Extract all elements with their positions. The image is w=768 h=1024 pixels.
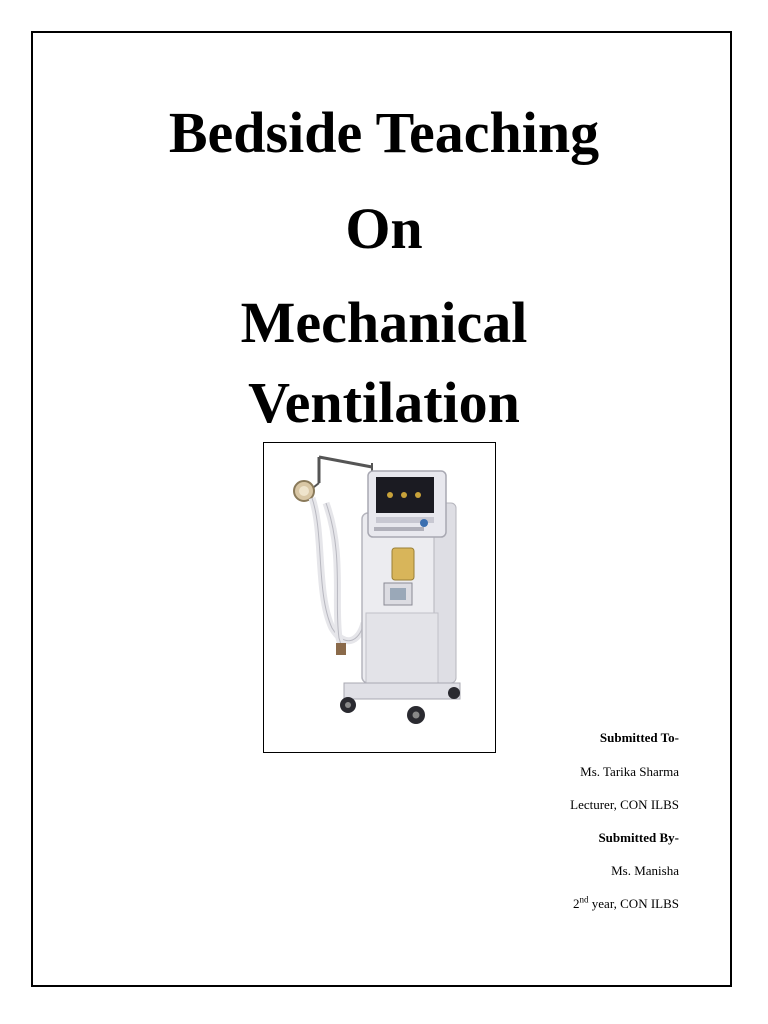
ventilator-image: [264, 443, 495, 752]
submitted-to-role: Lecturer, CON ILBS: [570, 797, 679, 812]
title-line-3: Mechanical: [240, 290, 528, 355]
submitted-by-heading: Submitted By-: [598, 830, 679, 845]
ventilator-image-frame: [263, 442, 496, 753]
title-line-2: On: [345, 196, 423, 261]
title-line-1: Bedside Teaching: [168, 100, 600, 165]
submitted-to-name: Ms. Tarika Sharma: [580, 764, 679, 779]
title-line-4: Ventilation: [248, 370, 520, 435]
year-number: 2: [573, 896, 580, 911]
submitted-by-name: Ms. Manisha: [611, 863, 679, 878]
year-rest: year, CON ILBS: [588, 896, 679, 911]
year-suffix: nd: [579, 894, 589, 905]
submitted-by-year: [419, 894, 679, 911]
submitted-to-heading: Submitted To-: [599, 730, 679, 745]
